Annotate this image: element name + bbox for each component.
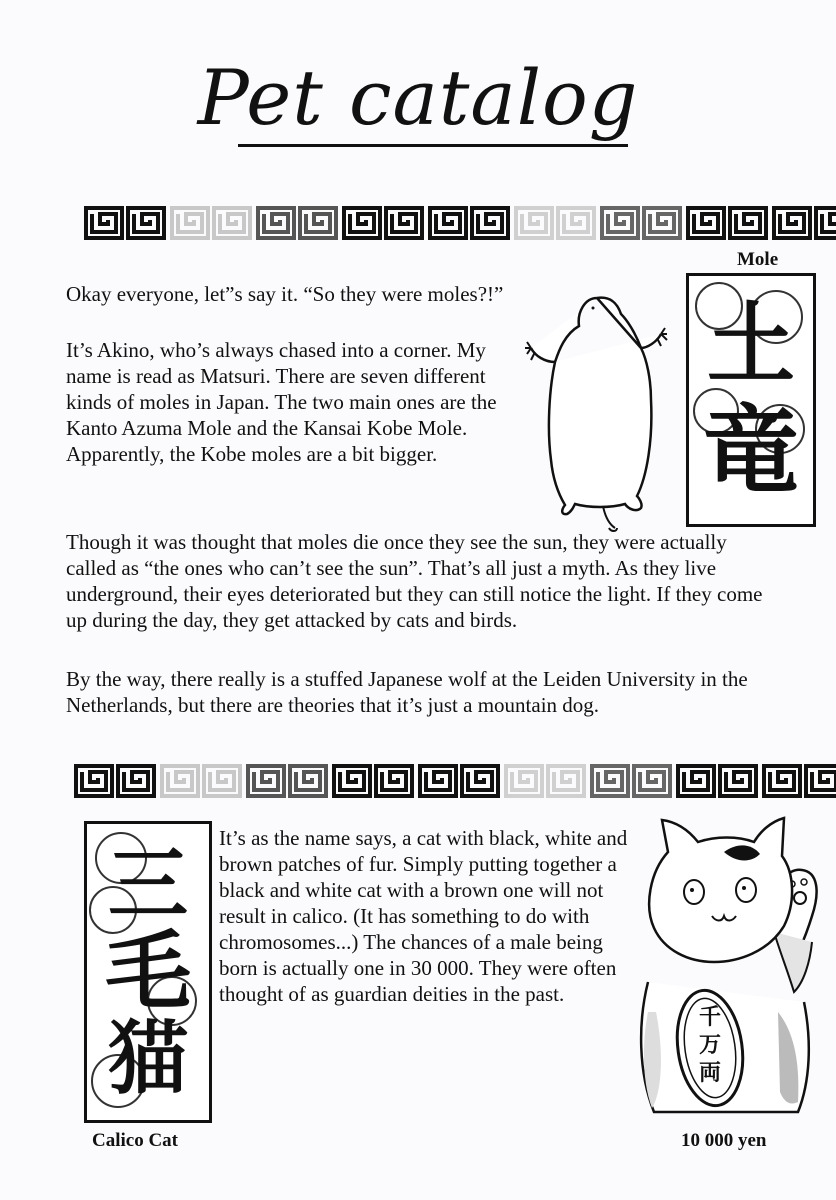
middle-border-strip (74, 764, 836, 798)
calico-description: It’s as the name says, a cat with black, white and brown patches of fur. Simply putting together a black and white cat with a brown one will not result in calico. (It has something to do with chromosomes...) The chances of a male being born is actually one in 30 000. They were often thought of as guardian deities in the past. (219, 826, 628, 1006)
mole-paragraph-2: It’s Akino, who’s always chased into a corner. My name is read as Matsuri. There are seven different kinds of moles in Japan. The two main ones are the Kanto Azuma Mole and the Kansai Kobe Mole. Apparently, the Kobe moles are a bit bigger. (66, 338, 497, 466)
calico-kanji-char: 猫 (108, 1012, 188, 1105)
greek-key-tile (686, 206, 772, 240)
greek-key-tile (246, 764, 332, 798)
greek-key-tile (84, 206, 170, 240)
greek-key-tile (256, 206, 342, 240)
mole-illustration (525, 290, 685, 535)
greek-key-tile (342, 206, 428, 240)
calico-kanji-char: 三 (108, 838, 188, 931)
greek-key-tile (762, 764, 836, 798)
greek-key-tile (514, 206, 600, 240)
mole-paragraph-1: Okay everyone, let”s say it. “So they were moles?!” (66, 282, 504, 306)
mole-kanji-char: 土 (706, 293, 795, 396)
coin-char-3: 両 (698, 1061, 722, 1086)
mole-label: Mole (737, 249, 779, 270)
mole-paragraph-2-block (66, 337, 536, 467)
greek-key-tile (590, 764, 676, 798)
greek-key-tile (428, 206, 514, 240)
coin-char-1: 千 (698, 1005, 722, 1030)
calico-kanji-card (84, 821, 212, 1123)
price-label: 10 000 yen (681, 1130, 767, 1151)
mole-paragraph-4-block (66, 666, 766, 718)
greek-key-tile (504, 764, 590, 798)
coin-char-2: 万 (698, 1033, 722, 1058)
greek-key-tile (600, 206, 686, 240)
greek-key-tile (418, 764, 504, 798)
lucky-cat-illustration (628, 812, 828, 1124)
greek-key-tile (772, 206, 836, 240)
calico-text-block (219, 825, 644, 1007)
mole-paragraph-3-block (66, 529, 776, 633)
mole-paragraph-4: By the way, there really is a stuffed Japanese wolf at the Leiden University in the Netherlands, but there are theories that it’s just a mountain dog. (66, 667, 748, 717)
greek-key-tile (74, 764, 160, 798)
mole-paragraph-3: Though it was thought that moles die once they see the sun, they were actually called as “the ones who can’t see the sun”. That’s all just a myth. As they live underground, their eyes deteriorated but they can still notice the light. If they come up during the day, they get attacked by cats and birds. (66, 530, 763, 632)
greek-key-tile (160, 764, 246, 798)
greek-key-tile (676, 764, 762, 798)
top-border-strip (84, 206, 836, 240)
greek-key-tile (170, 206, 256, 240)
mole-intro-line (66, 281, 546, 307)
calico-kanji-char: 毛 (105, 922, 191, 1022)
title-underline (238, 144, 628, 147)
greek-key-tile (332, 764, 418, 798)
mole-kanji-card (686, 273, 816, 527)
calico-label: Calico Cat (92, 1130, 179, 1151)
mole-kanji-char: 竜 (703, 395, 799, 507)
page-title: Pet catalog (197, 53, 639, 142)
